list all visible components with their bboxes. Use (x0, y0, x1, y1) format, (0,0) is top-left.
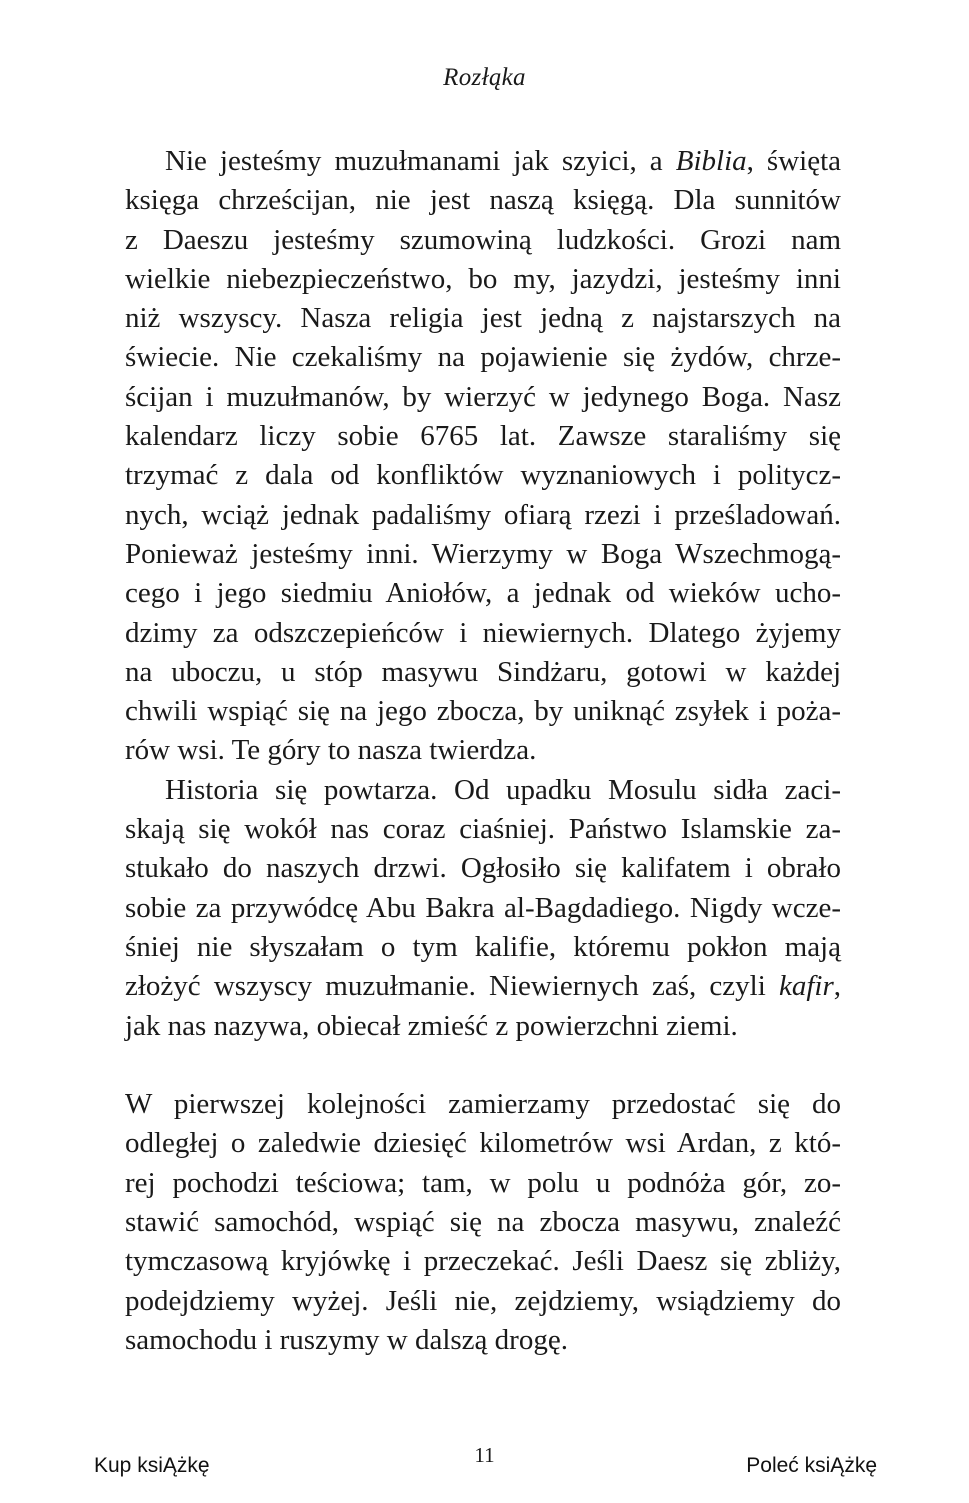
section-break (125, 1046, 841, 1085)
page-number: 11 (474, 1443, 495, 1467)
paragraph (125, 771, 841, 1046)
text-run: odległej o zaledwie dziesięć kilometrów wsi Ardan, z któ- (125, 1127, 841, 1160)
text-line (125, 1321, 841, 1360)
text-run: śniej nie słyszałam o tym kalifie, któremu pokłon mają (125, 930, 841, 963)
running-head: Rozłąka (443, 64, 526, 91)
italic-term: Biblia (675, 145, 747, 177)
text-line (125, 496, 841, 535)
text-run: dzimy za odszczepieńców i niewiernych. Dlatego żyjemy (125, 616, 841, 649)
text-run: na uboczu, u stóp masywu Sindżaru, gotowi w każdej (125, 655, 841, 688)
text-run: W pierwszej kolejności zamierzamy przedostać się do (125, 1088, 841, 1121)
text-line (125, 1203, 841, 1242)
text-line (125, 1124, 841, 1163)
text-line (125, 771, 841, 810)
text-line (125, 574, 841, 613)
text-run: trzymać z dala od konfliktów wyznaniowych i politycz- (125, 459, 841, 492)
text-line (125, 849, 841, 888)
text-line (125, 810, 841, 849)
text-line (125, 653, 841, 692)
buy-book-link[interactable]: Kup ksiĄżkę (94, 1454, 210, 1477)
italic-term: kafir (778, 970, 834, 1003)
text-line (125, 456, 841, 495)
text-run: sobie za przywódcę Abu Bakra al-Bagdadiego. Nigdy wcze- (125, 891, 841, 924)
text-line (125, 221, 841, 260)
text-run: cego i jego siedmiu Aniołów, a jednak od wieków ucho- (125, 577, 841, 610)
text-line (125, 378, 841, 417)
text-run: świecie. Nie czekaliśmy na pojawienie się żydów, chrze- (125, 341, 841, 374)
text-run: stukało do naszych drzwi. Ogłosiło się kalifatem i obrało (125, 852, 841, 885)
text-run: skają się wokół nas coraz ciaśniej. Państwo Islamskie za- (125, 813, 841, 846)
text-run: chwili wspiąć się na jego zbocza, by uniknąć zsyłek i poża- (125, 695, 841, 728)
text-line (125, 1282, 841, 1321)
text-line (125, 1164, 841, 1203)
text-line (125, 967, 841, 1006)
text-run: Ponieważ jesteśmy inni. Wierzymy w Boga Wszechmogą- (125, 537, 841, 570)
text-run: rej pochodzi teściowa; tam, w polu u podnóża gór, zo- (125, 1166, 841, 1199)
text-run: tymczasową kryjówkę i przeczekać. Jeśli Daesz się zbliży, (125, 1245, 841, 1278)
text-line (125, 1007, 841, 1046)
text-run: nych, wciąż jednak padaliśmy ofiarą rzezi i prześladowań. (125, 498, 841, 531)
paragraph (125, 142, 841, 771)
text-run: rów wsi. Te góry to nasza twierdza. (125, 734, 537, 767)
text-run: podejdziemy wyżej. Jeśli nie, zejdziemy, wsiądziemy do (125, 1284, 841, 1317)
text-line (125, 889, 841, 928)
text-run: wielkie niebezpieczeństwo, bo my, jazydzi, jesteśmy inni (125, 262, 841, 295)
text-line (125, 260, 841, 299)
text-run: niż wszyscy. Nasza religia jest jedną z najstarszych na (125, 302, 841, 335)
text-run: księga chrześcijan, nie jest naszą księgą. Dla sunnitów (125, 184, 841, 217)
body-text (125, 142, 841, 1360)
text-line (125, 181, 841, 220)
text-line (125, 731, 841, 770)
text-line (125, 928, 841, 967)
text-line (125, 1085, 841, 1124)
text-run: kalendarz liczy sobie 6765 lat. Zawsze staraliśmy się (125, 420, 841, 453)
text-line (125, 1242, 841, 1281)
text-line (125, 535, 841, 574)
text-line (125, 338, 841, 377)
recommend-book-link[interactable]: Poleć ksiĄżkę (746, 1454, 877, 1477)
text-line (125, 142, 841, 181)
text-line (125, 692, 841, 731)
text-run: stawić samochód, wspiąć się na zbocza masywu, znaleźć (125, 1206, 841, 1239)
text-run: z Daeszu jesteśmy szumowiną ludzkości. Grozi nam (125, 223, 841, 256)
text-run: , święta (746, 145, 842, 177)
text-run: Nie jesteśmy muzułmanami jak szyici, a (165, 145, 676, 177)
text-run: Historia się powtarza. Od upadku Mosulu sidła zaci- (165, 773, 841, 806)
text-run: złożyć wszyscy muzułmanie. Niewiernych zaś, czyli (125, 970, 779, 1003)
text-line (125, 614, 841, 653)
text-run: , (833, 970, 841, 1003)
paragraph (125, 1085, 841, 1360)
text-line (125, 299, 841, 338)
text-line (125, 417, 841, 456)
text-run: ścijan i muzułmanów, by wierzyć w jedynego Boga. Nasz (125, 380, 841, 413)
text-run: jak nas nazywa, obiecał zmieść z powierzchni ziemi. (125, 1009, 738, 1042)
text-run: samochodu i ruszymy w dalszą drogę. (125, 1323, 568, 1356)
